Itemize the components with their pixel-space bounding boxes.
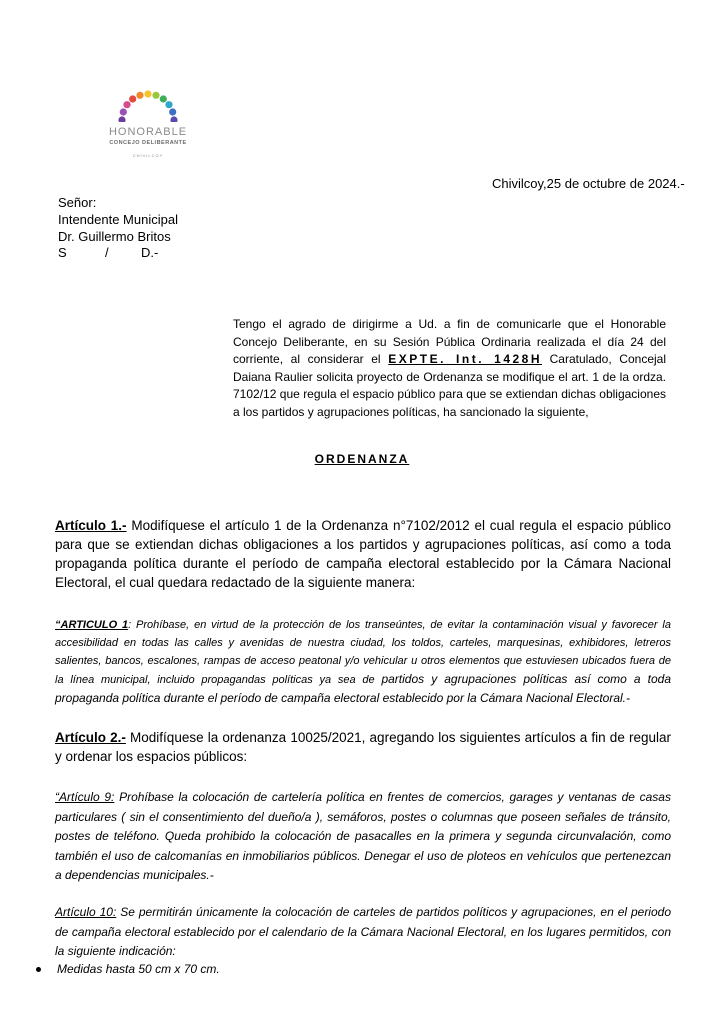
article-1-quote-text-1: Prohíbase, en virtud de la protección de los transeúntes, de evitar la contaminación visual y favorecer la accesibilidad en todas las calles y avenidas de nuestra ciudad, los toldos, carteles, marquesinas, exhibidores, letreros salientes, bancos, escalones, rampas de acceso peatonal y/o vehicular u otros elementos que estuviesen ubicados fuera de la línea municipal, incluido propagandas políticas ya sea de xyxy=(55,619,671,686)
article-2-text: Modifíquese la ordenanza 10025/2021, agregando los siguientes artículos a fin de regular y ordenar los espacios públicos: xyxy=(55,730,671,764)
article-1-text: Modifíquese el artículo 1 de la Ordenanza n°7102/2012 el cual regula el espacio público para que se extiendan dichas obligaciones a los partidos y agrupaciones políticas, así como a toda propaganda política durante el período de campaña electoral establecido por la Cámara Nacional Electoral, el cual quedara redactado de la siguiente manera: xyxy=(55,518,671,590)
logo-dot xyxy=(120,108,127,115)
logo-dot xyxy=(165,101,172,108)
addressee-salutation: Señor: xyxy=(58,195,97,210)
logo-name: HONORABLE xyxy=(108,126,188,138)
intro-text-1: Tengo el agrado de dirigirme a Ud. a fin de comunicarle que el Honorable Concejo Deliberante, en su Sesión Pública Ordinaria realizada el día 24 del corriente, al considerar el xyxy=(233,317,666,366)
article-9 xyxy=(55,788,671,886)
article-1-quote-text-2: partidos y agrupaciones políticas así como a toda propaganda política durante el período de campaña electoral establecido por la Cámara Nacional Electoral.- xyxy=(55,672,671,705)
article-10-label: Artículo 10: xyxy=(55,905,117,919)
logo-dot xyxy=(144,90,151,97)
letter-date: Chivilcoy,25 de octubre de 2024.- xyxy=(492,176,685,191)
logo-dot xyxy=(170,116,177,122)
logo-dot xyxy=(169,108,176,115)
logo-subtitle: CONCEJO DELIBERANTE xyxy=(109,140,187,146)
intro-text-3: sancionado la siguiente, xyxy=(459,404,589,419)
rainbow-dots-icon xyxy=(106,82,190,122)
intro-text-2: Caratulado, Concejal Daiana Raulier solicita proyecto de Ordenanza se modifique el art. 1 de la ordza. 7102/12 que regula el espacio público para que se extiendan dichas obligaciones a los partidos y agrupaciones políticas, ha xyxy=(233,352,666,419)
sd-slash: / xyxy=(105,245,109,260)
article-1-label: Artículo 1.- xyxy=(55,518,127,533)
article-10-text: Se permitirán únicamente la colocación de carteles de partidos políticos y agrupaciones, en el periodo de campaña electoral establecido por el calendario de la Cámara Nacional Electoral, en los lugares permitidos, con la siguiente indicación: xyxy=(55,905,671,958)
article-2 xyxy=(55,728,671,766)
article-9-text: Prohíbase la colocación de cartelería política en frentes de comercios, garages y ventanas de casas particulares ( sin el consentimiento del dueño/a ), semáforos, postes o columnas que poseen señales de tránsito, postes de teléfono. Queda prohibido la colocación de pasacalles en la primera y segunda circunvalación, como también el uso de calcomanías en inmobiliarios públicos. Denegar el uso de ploteos en vehículos que pertenezcan a dependencias municipales.- xyxy=(55,790,671,882)
addressee-name: Dr. Guillermo Britos xyxy=(58,229,171,244)
logo-city: CHIVILCOY xyxy=(132,153,164,158)
council-logo xyxy=(88,78,208,178)
article-2-label: Artículo 2.- xyxy=(55,730,126,745)
article-9-label: “Artículo 9: xyxy=(55,790,115,804)
article-10 xyxy=(55,903,671,962)
article-1-quote-colon: : xyxy=(128,619,132,631)
article-1-quote xyxy=(55,616,671,708)
logo-dot xyxy=(136,92,143,99)
logo-dot xyxy=(152,92,159,99)
bullet-text: Medidas hasta 50 cm x 70 cm. xyxy=(57,962,220,976)
expediente-number: EXPTE. Int. 1428H xyxy=(388,352,543,366)
logo-dot xyxy=(160,95,167,102)
logo-dot xyxy=(129,95,136,102)
sd-s: S xyxy=(58,245,67,260)
logo-dot xyxy=(123,101,130,108)
article-1-quote-label: “ARTICULO 1 xyxy=(55,619,129,631)
intro-paragraph xyxy=(53,316,666,421)
ordinance-heading: ORDENANZA xyxy=(314,452,410,466)
sd-d: D.- xyxy=(141,245,159,260)
list-item xyxy=(36,962,220,976)
logo-dot xyxy=(118,116,125,122)
article-1 xyxy=(55,516,671,592)
addressee-title: Intendente Municipal xyxy=(58,212,178,227)
bullet-icon xyxy=(36,967,41,972)
